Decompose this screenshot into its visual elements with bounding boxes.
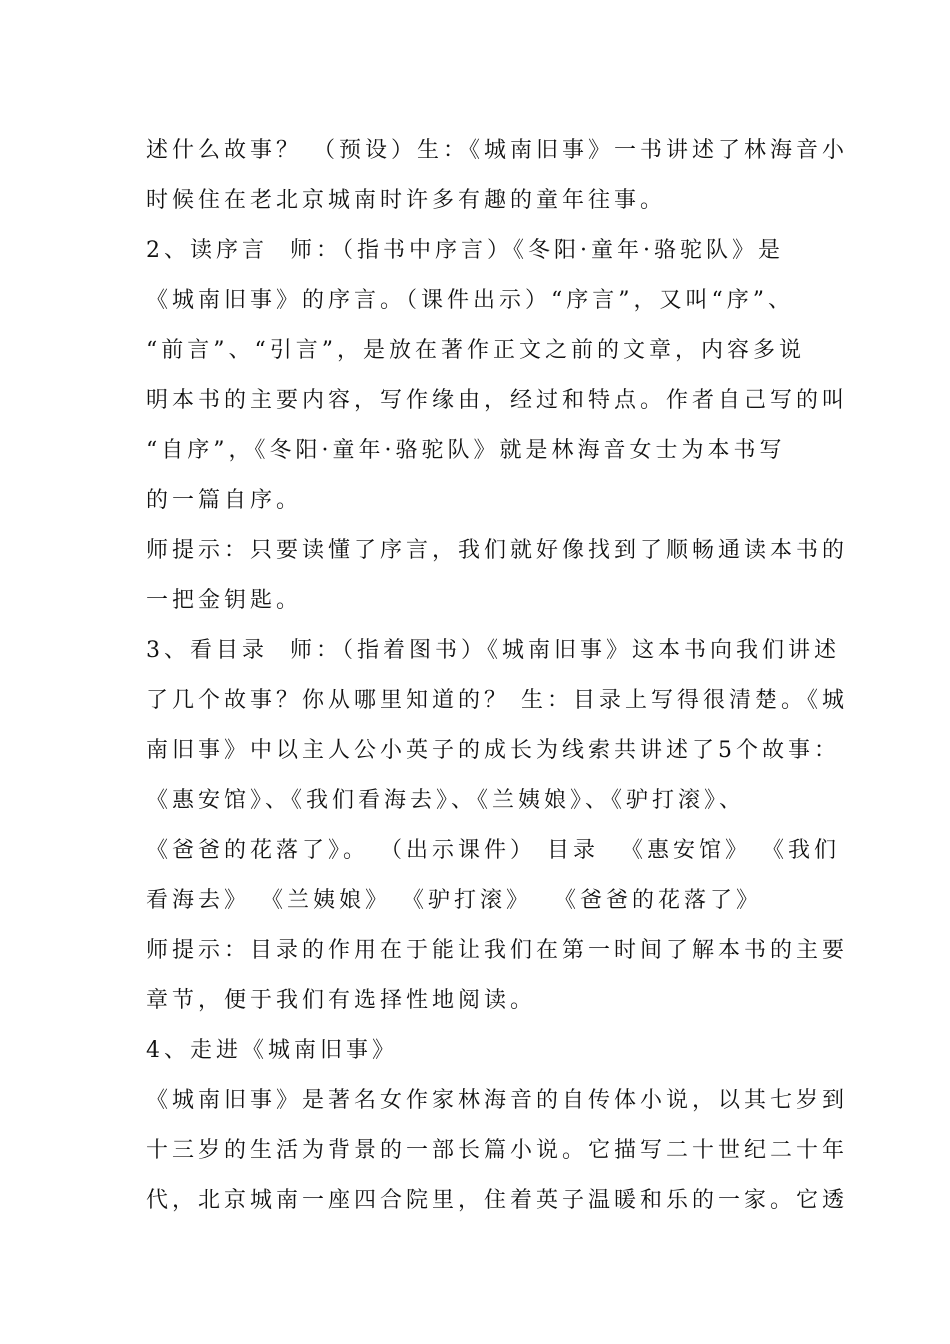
text-line: 3、看目录 师：（指着图书）《城南旧事》这本书向我们讲述 [146, 638, 840, 663]
text-line: 时候住在老北京城南时许多有趣的童年往事。 [146, 188, 667, 213]
text-line: 南旧事》中以主人公小英子的成长为线索共讲述了5个故事： [146, 738, 840, 763]
text-line: 代，北京城南一座四合院里，住着英子温暖和乐的一家。它透 [146, 1188, 849, 1213]
text-line: 《惠安馆》、《我们看海去》、《兰姨娘》、《驴打滚》、 [146, 788, 746, 813]
text-line: 看海去》 《兰姨娘》 《驴打滚》 《爸爸的花落了》 [146, 888, 762, 913]
text-line: 《城南旧事》是著名女作家林海音的自传体小说，以其七岁到 [146, 1088, 849, 1113]
document-body [146, 126, 849, 1226]
text-line: 4、走进《城南旧事》 [146, 1038, 398, 1063]
text-line: 2、读序言 师：（指书中序言）《冬阳·童年·骆驼队》是 [146, 238, 784, 263]
text-line: 十三岁的生活为背景的一部长篇小说。它描写二十世纪二十年 [146, 1138, 849, 1163]
text-line: 师提示：目录的作用在于能让我们在第一时间了解本书的主要 [146, 938, 849, 963]
text-line: 章节，便于我们有选择性地阅读。 [146, 988, 537, 1013]
text-line: 一把金钥匙。 [146, 588, 303, 613]
text-line: 述什么故事？ （预设）生：《城南旧事》一书讲述了林海音小 [146, 138, 848, 163]
text-line: “前言”、“引言”，是放在著作正文之前的文章，内容多说 [146, 338, 805, 363]
text-line: 的一篇自序。 [146, 488, 303, 513]
text-line: 《爸爸的花落了》。 （出示课件） 目录 《惠安馆》 《我们 [146, 838, 840, 863]
text-line: 《城南旧事》的序言。（课件出示）“序言”，又叫“序”、 [146, 288, 794, 313]
text-line: 师提示：只要读懂了序言，我们就好像找到了顺畅通读本书的 [146, 538, 849, 563]
text-line: 了几个故事？你从哪里知道的？ 生：目录上写得很清楚。《城 [146, 688, 848, 713]
text-line: “自序”，《冬阳·童年·骆驼队》就是林海音女士为本书写 [146, 438, 786, 463]
text-line: 明本书的主要内容，写作缘由，经过和特点。作者自己写的叫 [146, 388, 849, 413]
